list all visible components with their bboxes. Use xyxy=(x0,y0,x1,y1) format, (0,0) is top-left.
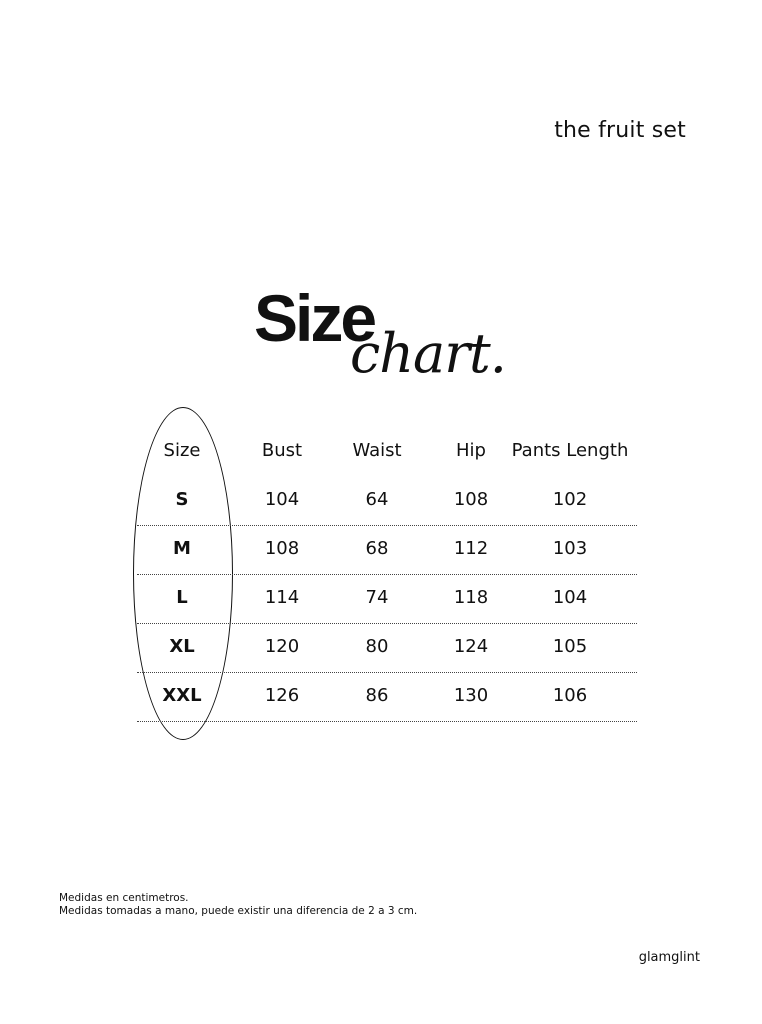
note-tolerance: Medidas tomadas a mano, puede existir una diferencia de 2 a 3 cm. xyxy=(59,905,418,917)
header-hip: Hip xyxy=(456,440,486,461)
table-header-row xyxy=(137,425,637,477)
cell-hip: 108 xyxy=(453,489,489,510)
cell-pants-length: 105 xyxy=(552,636,588,657)
cell-bust: 104 xyxy=(264,489,300,510)
cell-hip: 124 xyxy=(453,636,489,657)
heading-main: Size xyxy=(254,281,375,355)
cell-bust: 114 xyxy=(264,587,300,608)
cell-size: M xyxy=(173,538,191,559)
cell-waist: 86 xyxy=(365,685,389,706)
header-pants-length: Pants Length xyxy=(511,440,629,461)
table-row xyxy=(137,673,637,722)
brand-title: the fruit set xyxy=(554,118,686,143)
footer-brand: glamglint xyxy=(638,950,700,965)
cell-size: XL xyxy=(169,636,195,657)
cell-waist: 80 xyxy=(365,636,389,657)
table-row xyxy=(137,477,637,526)
cell-hip: 130 xyxy=(453,685,489,706)
header-bust: Bust xyxy=(261,440,303,461)
cell-bust: 126 xyxy=(264,685,300,706)
note-units: Medidas en centimetros. xyxy=(59,892,189,904)
cell-waist: 74 xyxy=(365,587,389,608)
cell-pants-length: 102 xyxy=(552,489,588,510)
heading-sub: chart. xyxy=(350,322,506,385)
cell-pants-length: 104 xyxy=(552,587,588,608)
cell-pants-length: 106 xyxy=(552,685,588,706)
cell-bust: 120 xyxy=(264,636,300,657)
measurement-notes xyxy=(59,892,417,918)
cell-waist: 68 xyxy=(365,538,389,559)
cell-size: S xyxy=(175,489,189,510)
cell-waist: 64 xyxy=(365,489,389,510)
cell-size: XXL xyxy=(162,685,202,706)
table-row xyxy=(137,526,637,575)
cell-pants-length: 103 xyxy=(552,538,588,559)
cell-hip: 118 xyxy=(453,587,489,608)
cell-hip: 112 xyxy=(453,538,489,559)
table-row xyxy=(137,624,637,673)
cell-bust: 108 xyxy=(264,538,300,559)
table-row xyxy=(137,575,637,624)
cell-size: L xyxy=(176,587,188,608)
size-chart-heading xyxy=(254,280,554,400)
header-size: Size xyxy=(163,440,201,461)
size-table xyxy=(137,425,637,722)
header-waist: Waist xyxy=(352,440,402,461)
